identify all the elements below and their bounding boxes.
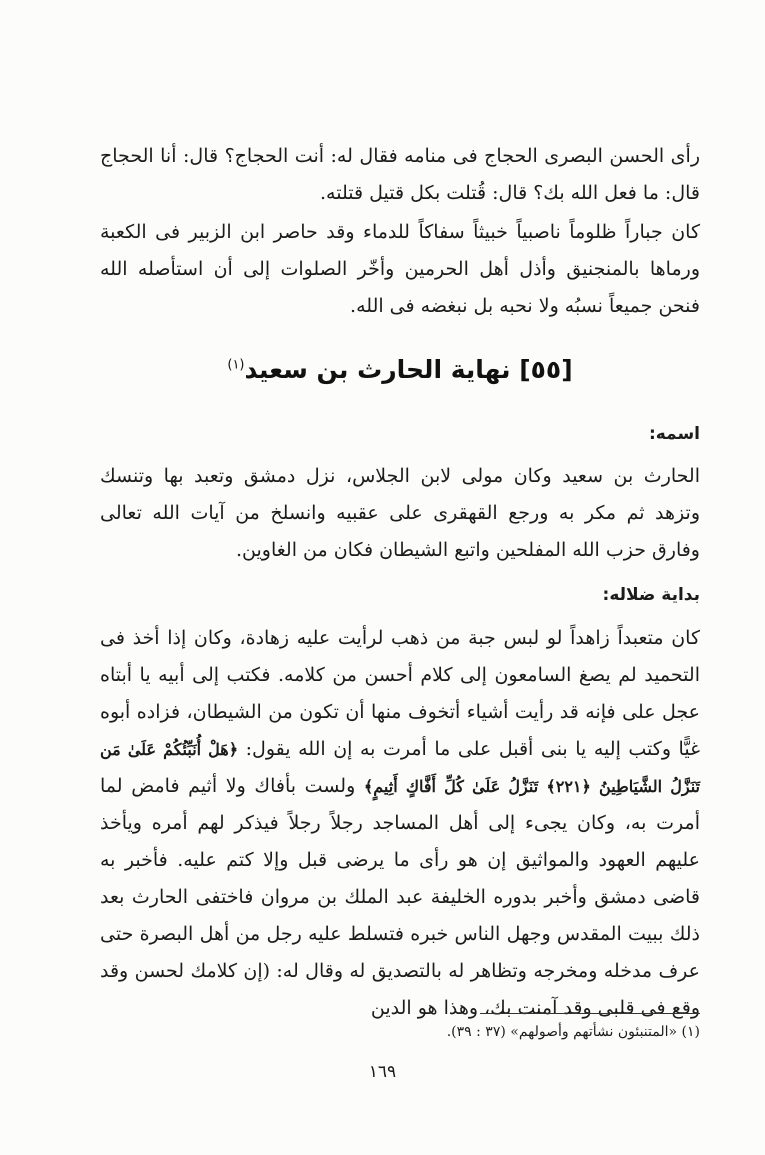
footnote: (١) «المتنبئون نشأتهم وأصولهم» (٣٧ : ٣٩). <box>446 1024 700 1040</box>
paragraph-text <box>100 620 700 1027</box>
page-number: ١٦٩ <box>368 1062 397 1082</box>
paragraph-text-part2: ولست بأفاك ولا أثيم فامض لما أمرت به، وكان يجىء إلى أهل المساجد رجلاً رجلاً فيذكر لهم أمره ويأخذ عليهم العهود والمواثيق إن هو رأى ما يرضى قبل وإلا كتم عليه. فأخبر به قاضى دمشق وأخبر بدوره الخليفة عبد الملك بن مروان فاختفى الحارث بعد ذلك ببيت المقدس وجهل الناس خبره فتسلط عليه رجل من أهل البصرة حتى عرف مدخله ومخرجه وتظاهر له بالتصديق له وقال له: (إن كلامك لحسن وقد وقع فى قلبى وقد آمنت بك، وهذا هو الدين <box>100 775 700 1019</box>
footnote-divider <box>480 1013 700 1014</box>
quran-verse: ﴿هَلْ أُنَبِّئُكُمْ عَلَىٰ مَن تَنَزَّلُ الشَّيَاطِينُ ﴿٢٢١﴾ تَنَزَّلُ عَلَىٰ كُلِّ أَفَّاكٍ أَثِيمٍ﴾ <box>100 740 700 796</box>
paragraph-misguidance <box>100 620 700 1027</box>
paragraph-harith-name <box>100 458 700 569</box>
paragraph-hajjaj-description <box>100 214 700 325</box>
section-title-text: [٥٥] نهاية الحارث بن سعيد <box>244 355 573 384</box>
paragraph-text-part1: كان متعبداً زاهداً لو لبس جبة من ذهب لرأيت عليه زهادة، وكان إذا أخذ فى التحميد لم يصغ السامعون إلى كلام أحسن من كلامه. فكتب إلى أبيه يا أبتاه عجل على فإنه قد رأيت أشياء أتخوف منها أن تكون من الشيطان، فزاده أبوه غيًّا وكتب إليه يا بنى أقبل على ما أمرت به إن الله يقول: <box>100 627 700 760</box>
paragraph-text: رأى الحسن البصرى الحجاج فى منامه فقال له: أنت الحجاج؟ قال: أنا الحجاج قال: ما فعل الله بك؟ قال: قُتلت بكل قتيل قتلته. <box>100 145 700 204</box>
section-title <box>100 355 700 384</box>
paragraph-hajjaj-dream <box>100 138 700 212</box>
heading-name: اسمه: <box>648 424 700 444</box>
paragraph-text: الحارث بن سعيد وكان مولى لابن الجلاس، نزل دمشق وتعبد بها وتنسك وتزهد ثم مكر به ورجع القهقرى على عقبيه وانسلخ من آيات الله تعالى وفارق حزب الله المفلحين واتبع الشيطان فكان من الغاوين. <box>100 465 700 561</box>
paragraph-text: كان جباراً ظلوماً ناصبياً خبيثاً سفاكاً للدماء وقد حاصر ابن الزبير فى الكعبة ورماها بالمنجنيق وأذل أهل الحرمين وأخّر الصلوات إلى أن استأصله الله فنحن جميعاً نسبُه ولا نحبه بل نبغضه فى الله. <box>100 221 700 317</box>
heading-start-of-misguidance: بداية ضلاله: <box>602 585 700 605</box>
footnote-marker: (١) <box>227 357 245 373</box>
